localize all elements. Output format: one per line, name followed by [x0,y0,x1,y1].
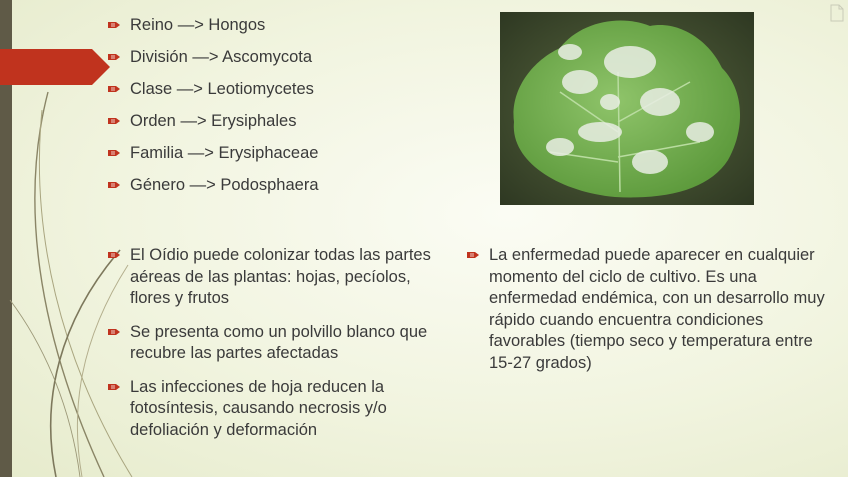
list-item [108,15,319,37]
pointing-hand-icon [108,20,120,30]
taxonomy-orden: Orden —> Erysiphales [130,112,297,130]
pointing-hand-icon [108,84,120,94]
list-item [108,377,438,442]
list-item [108,111,319,133]
bullet-text: Las infecciones de hoja reducen la fotosíntesis, causando necrosis y/o defoliación y deformación [130,377,387,439]
list-item [108,322,438,365]
leaf-illustration [500,12,754,205]
powdery-mildew-leaf-photo [500,12,754,205]
left-column-list [108,245,438,453]
pointing-hand-icon [108,116,120,126]
taxonomy-genero: Género —> Podosphaera [130,176,319,194]
taxonomy-list [108,15,319,207]
taxonomy-division: División —> Ascomycota [130,48,313,66]
pointing-hand-icon [108,382,120,392]
pointing-hand-icon [108,52,120,62]
list-item [108,47,319,69]
document-icon [830,4,844,22]
pointing-hand-icon [108,148,120,158]
right-column-list [467,245,827,374]
taxonomy-reino: Reino —> Hongos [130,16,266,34]
taxonomy-familia: Familia —> Erysiphaceae [130,144,319,162]
pointing-hand-icon [467,250,479,260]
list-item [467,245,827,374]
taxonomy-clase: Clase —> Leotiomycetes [130,80,314,98]
title-arrow-tag [0,49,110,85]
pointing-hand-icon [108,250,120,260]
list-item [108,143,319,165]
pointing-hand-icon [108,327,120,337]
list-item [108,245,438,310]
bullet-text: Se presenta como un polvillo blanco que recubre las partes afectadas [130,322,428,362]
list-item [108,79,319,101]
bullet-text: El Oídio puede colonizar todas las partes aéreas de las plantas: hojas, pecíolos, flores y frutos [130,246,431,307]
bullet-text: La enfermedad puede aparecer en cualquier momento del ciclo de cultivo. Es una enfermedad endémica, con un desarrollo muy rápido cuando encuentra condiciones favorables (tiempo seco y temperatura entre 15-27 grados) [489,246,825,372]
pointing-hand-icon [108,180,120,190]
list-item [108,175,319,197]
